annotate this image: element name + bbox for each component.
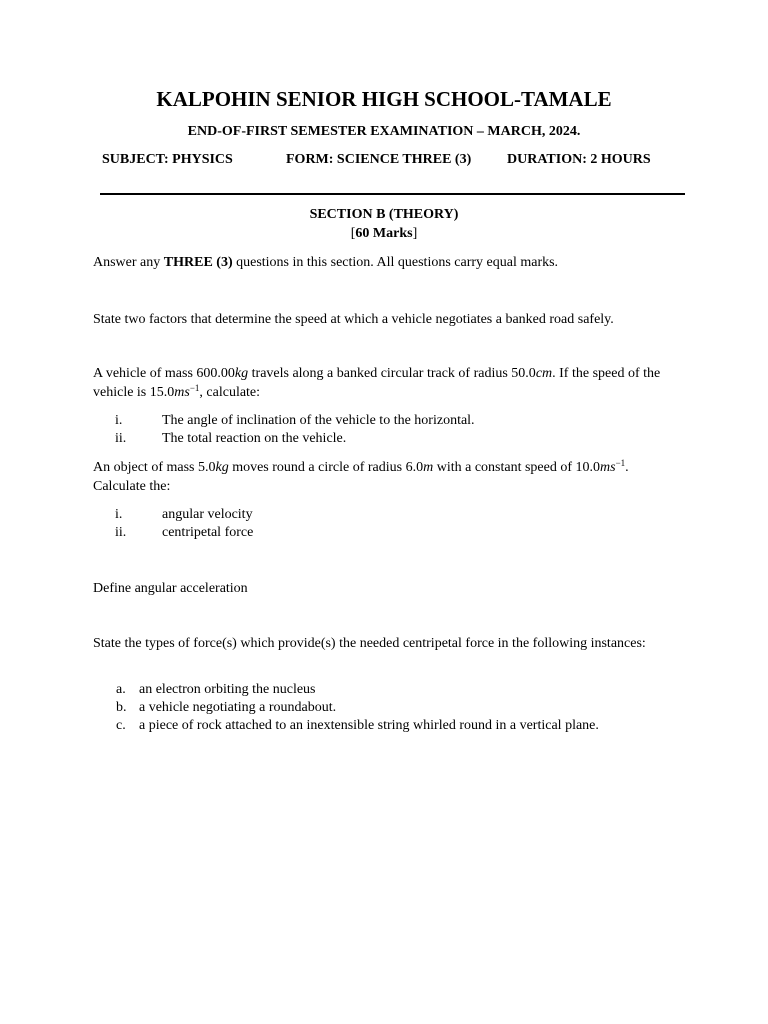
instruction-pre: Answer any [93,255,164,270]
q5-item-c [116,717,599,735]
q3-unit-ms: ms [600,460,616,475]
subject-label: SUBJECT: PHYSICS [102,152,233,167]
question-1: State two factors that determine the speed at which a vehicle negotiates a banked road safely. [93,312,614,327]
q3-item-2 [115,524,253,542]
q5-item-c-text: a piece of rock attached to an inextensible string whirled round in a vertical plane. [139,718,599,733]
q3-item-1-num: i. [115,507,123,522]
question-2 [93,364,683,402]
q5-item-b [116,699,336,717]
q2-unit-kg: kg [234,366,249,381]
q3-unit-kg: kg [215,460,229,475]
q3-exponent: −1 [615,458,626,468]
q2-unit-ms: ms [174,385,190,400]
q5-item-b-text: a vehicle negotiating a roundabout. [139,700,337,715]
q3-text-3: with a constant speed of 10.0 [433,460,601,475]
marks-bracket-open: [ [350,226,356,241]
duration-label: DURATION: 2 HOURS [507,152,651,167]
school-name: KALPOHIN SENIOR HIGH SCHOOL-TAMALE [156,87,612,111]
q2-item-2 [115,430,346,448]
q5-item-c-num: c. [116,718,126,733]
q2-item-1 [115,412,475,430]
q2-item-1-num: i. [115,413,123,428]
q5-item-b-num: b. [116,700,127,715]
q3-unit-m: m [423,460,434,475]
q5-item-a [116,681,316,699]
marks-bracket-close: ] [412,226,418,241]
q2-item-2-num: ii. [115,431,127,446]
form-label: FORM: SCIENCE THREE (3) [286,152,472,167]
q3-item-2-num: ii. [115,525,127,540]
q2-text-2: travels along a banked circular track of radius 50.0 [248,366,536,381]
section-marks [0,226,768,242]
section-title: SECTION B (THEORY) [309,207,459,222]
marks-value: 60 Marks [355,226,413,241]
exam-title: END-OF-FIRST SEMESTER EXAMINATION – MARCH, 2024. [187,124,581,139]
q3-item-1-text: angular velocity [162,507,253,522]
q5-item-a-text: an electron orbiting the nucleus [139,682,316,697]
instruction-post: questions in this section. All questions carry equal marks. [232,255,559,270]
q2-item-2-text: The total reaction on the vehicle. [162,431,347,446]
q5-item-a-num: a. [116,682,126,697]
question-3 [93,458,653,496]
q3-text-2: moves round a circle of radius 6.0 [228,460,424,475]
q3-text-4: . Calculate the: [93,460,629,494]
q2-text-1: A vehicle of mass 600.00 [93,366,235,381]
header-divider [100,193,685,195]
question-4: Define angular acceleration [93,581,248,596]
instruction [93,253,683,272]
q3-text-1: An object of mass 5.0 [93,460,216,475]
q2-exponent: −1 [189,383,200,393]
q3-item-1 [115,506,253,524]
question-5: State the types of force(s) which provide(s) the needed centripetal force in the following instances: [93,636,646,651]
instruction-count: THREE (3) [163,255,233,270]
q3-item-2-text: centripetal force [162,525,254,540]
q2-item-1-text: The angle of inclination of the vehicle to the horizontal. [162,413,475,428]
q2-unit-cm: cm [535,366,553,381]
q2-text-3: . If the speed of the vehicle is 15.0 [93,366,661,400]
q2-text-4: , calculate: [199,385,261,400]
